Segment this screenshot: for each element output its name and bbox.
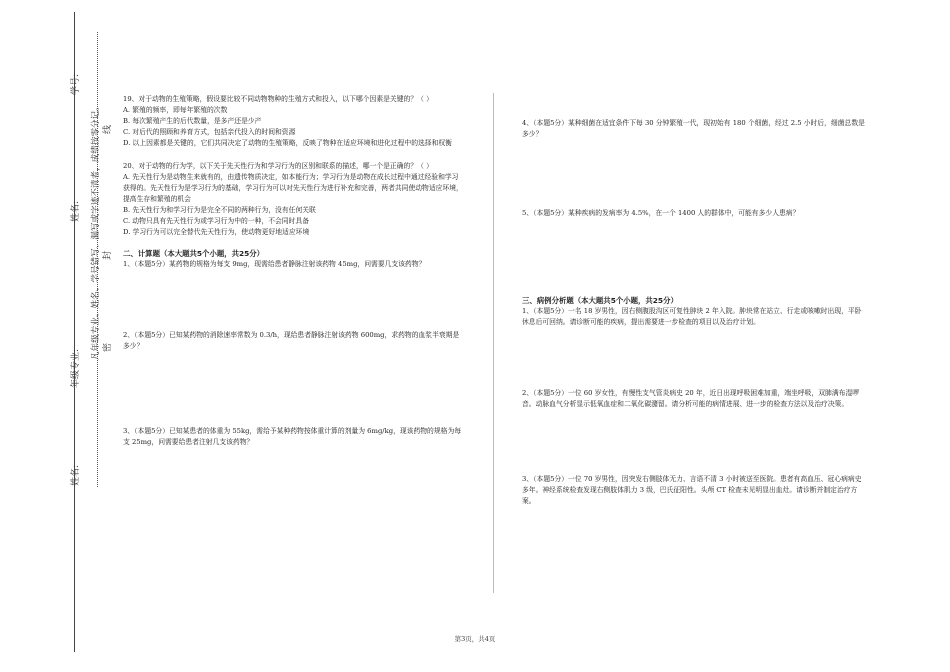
question-stem: 19、对于动物的生殖策略，假设要比较不同动物物种的生殖方式和投入，以下哪个因素是关键的？（ ）	[123, 95, 433, 103]
binding-margin	[0, 0, 113, 672]
case-question-1: 1、（本题5分）一名 18 岁男性，因右侧腹股沟区可复性肿块 2 年入院。肿块常在站立、行走或咳嗽时出现，平卧休息后可回纳。请诊断可能的疾病，提出需要进一步检查的项目以及治疗计划。	[522, 307, 862, 326]
calc-question-3: 3、（本题5分）已知某患者的体重为 55kg，需给予某种药物按体重计算的剂量为 6mg/kg，现该药物的规格为每支 25mg，问需要给患者注射几支该药物？	[123, 427, 462, 446]
option-a: A. 繁殖的频率，即每年繁殖的次数	[123, 106, 228, 114]
question-20	[123, 161, 465, 238]
option-c: C. 动物只具有先天性行为或学习行为中的一种，不会同时具备	[123, 217, 309, 225]
option-b: B. 先天性行为和学习行为是完全不同的两种行为，没有任何关联	[123, 206, 316, 214]
option-d: D. 学习行为可以完全替代先天性行为，使动物更好地适应环境	[123, 228, 310, 236]
seal-line-label: 线	[103, 124, 113, 134]
option-c: C. 对后代的照顾和养育方式，包括亲代投入的时间和资源	[123, 128, 296, 136]
major-label: 年级专业:	[71, 348, 81, 388]
school-label: 姓名:	[71, 464, 81, 486]
student-id-label: 学号:	[71, 73, 81, 95]
option-d: D. 以上因素都是关键的，它们共同决定了动物的生殖策略，反映了物种在适应环境和进化过程中的选择和权衡	[123, 139, 452, 147]
left-column	[123, 94, 465, 448]
calc-question-5: 5、（本题5分）某种疾病的发病率为 4.5%，在一个 1400 人的群体中，可能有多少人患病？	[522, 209, 800, 217]
name-label: 姓名:	[71, 200, 81, 222]
right-column	[522, 118, 867, 507]
column-divider	[493, 93, 494, 593]
calc-question-1: 1、（本题5分）某药物的规格为每支 9mg，现需给患者静脉注射该药物 45mg，问需要几支该药物？	[123, 260, 426, 268]
binding-solid-line	[74, 12, 75, 652]
question-19	[123, 94, 465, 149]
calc-question-4: 4、（本题5分）某种细菌在适宜条件下每 30 分钟繁殖一代，现初始有 180 个细菌，经过 2.5 小时后，细菌总数是多少？	[522, 119, 865, 138]
option-b: B. 每次繁殖产生的后代数量，是多产还是少产	[123, 117, 262, 125]
case-question-2: 2、（本题5分）一位 60 岁女性，有慢性支气管炎病史 20 年，近日出现呼吸困难加重，端坐呼吸，双肺满布湿啰音。动脉血气分析显示低氧血症和二氧化碳潴留。请分析可能的病情进展、进一步的检查方法以及治疗决策。	[522, 389, 860, 408]
seal-secret-label: 密	[103, 342, 113, 352]
seal-seal-label: 封	[103, 250, 113, 260]
section-2-title: 二、计算题（本大题共5个小题，共25分）	[123, 249, 265, 258]
case-question-3: 3、（本题5分）一位 70 岁男性，因突发右侧肢体无力、言语不清 3 小时被送至医院。患者有高血压、冠心病病史多年。神经系统检查发现右侧肢体肌力 3 级，巴氏征阳性。头颅 CT 检查未见明显出血灶。请诊断并制定治疗方案。	[522, 475, 862, 505]
question-stem: 20、对于动物的行为学，以下关于先天性行为和学习行为的区别和联系的描述，哪一个是正确的？（ ）	[123, 162, 433, 170]
page-footer: 第3页，共4页	[454, 635, 496, 643]
section-3-title: 三、病例分析题（本大题共5个小题，共25分）	[522, 296, 678, 305]
calc-question-2: 2、（本题5分）已知某药物的消除速率常数为 0.3/h，现给患者静脉注射该药物 600mg，求药物的血浆半衰期是多少？	[123, 331, 460, 350]
binding-warning: 凡年级专业、姓名、学号错写、漏写或字迹不清者，成绩按零分记。	[91, 102, 101, 360]
option-a: A. 先天性行为是动物生来就有的，由遗传物质决定，如本能行为；学习行为是动物在成长过程中通过经验和学习获得的。先天性行为是学习行为的基础，学习行为可以对先天性行为进行补充和完善，两者共同使动物适应环境，提高生存和繁殖的机会	[123, 173, 463, 203]
